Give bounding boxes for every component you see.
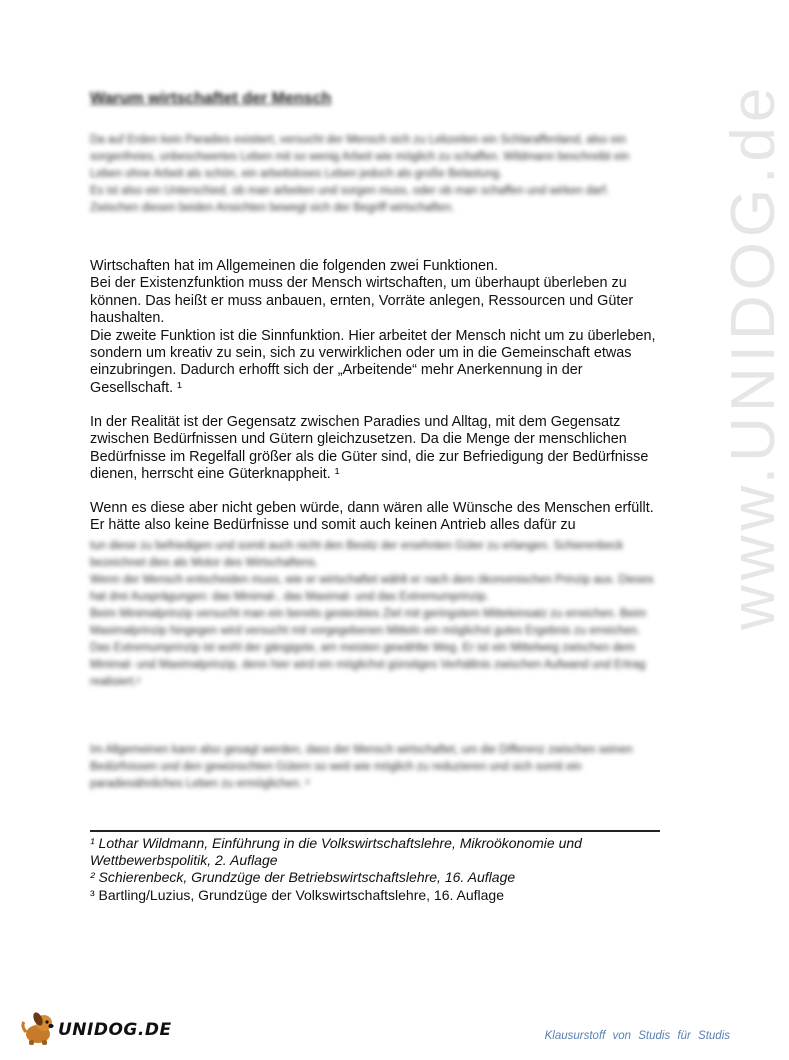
footnote-1: ¹ Lothar Wildmann, Einführung in die Volkswirtschaftslehre, Mikroökonomie und Wettbewerbspolitik, 2. Auflage	[90, 835, 582, 868]
desires-paragraph: Wenn es diese aber nicht geben würde, dann wären alle Wünsche des Menschen erfüllt. Er hätte also keine Bedürfnisse und somit auch keinen Antrieb alles dafür zu	[90, 500, 654, 534]
footer-tagline: Klausurstoff von Studis für Studis	[544, 1030, 730, 1042]
dog-mascot-icon	[20, 1010, 60, 1046]
footnote-3: ³ Bartling/Luzius, Grundzüge der Volkswirtschaftslehre, 16. Auflage	[90, 887, 504, 903]
conclusion-paragraph-blurred: Im Allgemeinen kann also gesagt werden, dass der Mensch wirtschaftet, um die Differenz zwischen seinen Bedürfnissen und den gewünschten Gütern so weit wie möglich zu reduzieren und sich somit ein paradiesähnliches Leben zu ermöglichen. ³	[90, 744, 633, 790]
unidog-logo	[20, 1010, 172, 1046]
document-title: Warum wirtschaftet der Mensch	[90, 90, 332, 107]
logo-text: UNIDOG.DE	[58, 1020, 172, 1040]
footnote-separator	[90, 830, 660, 832]
footnote-2: ² Schierenbeck, Grundzüge der Betriebswirtschaftslehre, 16. Auflage	[90, 869, 516, 885]
watermark-text: www.UNIDOG.de	[719, 82, 788, 630]
reality-paragraph: In der Realität ist der Gegensatz zwischen Paradies und Alltag, mit dem Gegensatz zwischen Bedürfnissen und Gütern gleichzusetzen. Da die Menge der menschlichen Bedürfnisse im Regelfall größer als die Güter sind, die zur Befriedigung der Bedürfnisse dienen, herrscht eine Güterknappheit. ¹	[90, 414, 649, 483]
intro-paragraph-blurred: Da auf Erden kein Paradies existiert, versucht der Mensch sich zu Lebzeiten ein Schlaraffenland, also ein sorgenfreies, unbeschwertes Leben mit so wenig Arbeit wie möglich zu schaffen. Wildmann beschreibt ein Leben ohne Arbeit als schön, ein arbeitsloses Leben jedoch als große Belastung. Es ist also ein Unterschied, ob man arbeiten und sorgen muss, oder ob man schaffen und wirken darf. Zwischen diesen beiden Ansichten bewegt sich der Begriff wirtschaften.	[90, 134, 630, 214]
economic-principle-paragraph-blurred: tun diese zu befriedigen und somit auch nicht den Besitz der ersehnten Güter zu erlangen. Schierenbeck bezeichnet dies als Motor des Wirtschaftens. Wenn der Mensch entscheiden muss, wie er wirtschaftet wählt er nach dem ökonomischen Prinzip aus. Dieses hat drei Ausprägungen: das Minimal-, das Maximal- und das Extremumprinzip. Beim Minimalprinzip versucht man ein bereits gestecktes Ziel mit geringstem Mitteleinsatz zu erreichen. Beim Maximalprinzip hingegen wird versucht mit vorgegebenen Mitteln ein möglichst gutes Ergebnis zu erreichen. Das Extremumprinzip ist wohl der gängigste, am meisten gewählte Weg. Er ist ein Mittelweg zwischen dem Minimal- und Maximalprinzip, denn hier wird ein möglichst günstiges Verhältnis zwischen Aufwand und Ertrag realisiert.²	[90, 540, 654, 688]
functions-paragraph: Wirtschaften hat im Allgemeinen die folgenden zwei Funktionen. Bei der Existenzfunktion muss der Mensch wirtschaften, um überhaupt überleben zu können. Das heißt er muss anbauen, ernten, Vorräte anlegen, Ressourcen und Güter haushalten. Die zweite Funktion ist die Sinnfunktion. Hier arbeitet der Mensch nicht um zu überleben, sondern um kreativ zu sein, sich zu verwirklichen oder um in die Gemeinschaft etwas einzubringen. Dadurch erhofft sich der „Arbeitende“ mehr Anerkennung in der Gesellschaft. ¹	[90, 258, 656, 396]
